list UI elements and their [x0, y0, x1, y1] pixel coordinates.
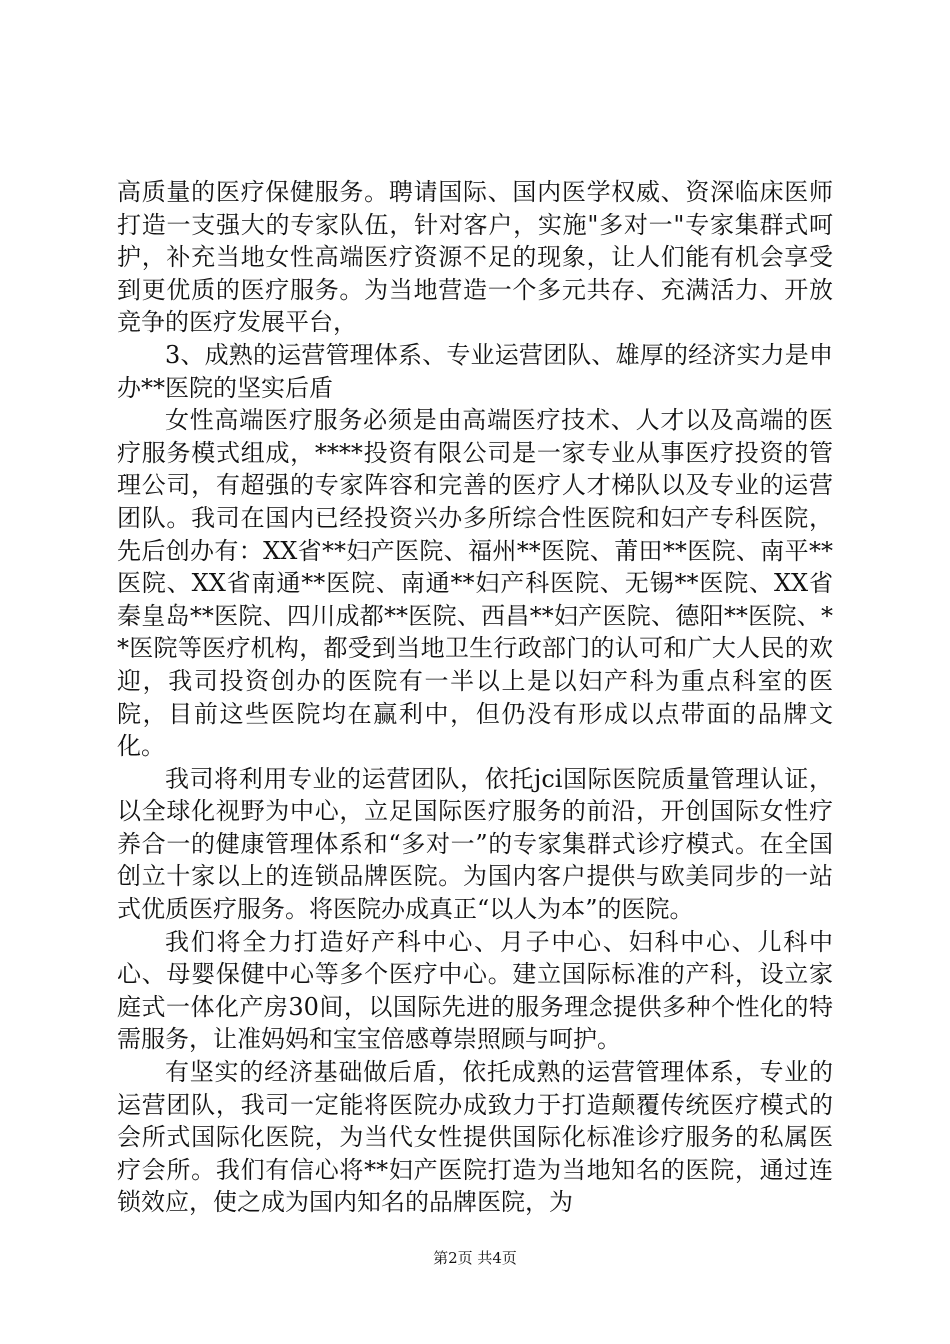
paragraph-4: 我司将利用专业的运营团队，依托jci国际医院质量管理认证，以全球化视野为中心，立足国际医疗服务的前沿，开创国际女性疗养合一的健康管理体系和“多对一”的专家集群式诊疗模式。在全国创立十家以上的连锁品牌医院。为国内客户提供与欧美同步的一站式优质医疗服务。将医院办成真正“以人为本”的医院。: [117, 764, 833, 924]
page-number-footer: 第2页 共4页: [433, 1249, 517, 1267]
paragraph-3: 女性高端医疗服务必须是由高端医疗技术、人才以及高端的医疗服务模式组成，****投资有限公司是一家专业从事医疗投资的管理公司，有超强的专家阵容和完善的医疗人才梯队以及专业的运营团队。我司在国内已经投资兴办多所综合性医院和妇产专科医院，先后创办有：XX省**妇产医院、福州**医院、莆田**医院、南平**医院、XX省南通**医院、南通**妇产科医院、无锡**医院、XX省秦皇岛**医院、四川成都**医院、西昌**妇产医院、德阳**医院、**医院等医疗机构，都受到当地卫生行政部门的认可和广大人民的欢迎，我司投资创办的医院有一半以上是以妇产科为重点科室的医院，目前这些医院均在赢利中，但仍没有形成以点带面的品牌文化。: [117, 406, 833, 761]
paragraph-5: 我们将全力打造好产科中心、月子中心、妇科中心、儿科中心、母婴保健中心等多个医疗中心。建立国际标准的产科，设立家庭式一体化产房30间，以国际先进的服务理念提供多种个性化的特需服务，让准妈妈和宝宝倍感尊崇照顾与呵护。: [117, 927, 833, 1054]
paragraph-1: 高质量的医疗保健服务。聘请国际、国内医学权威、资深临床医师打造一支强大的专家队伍，针对客户，实施"多对一"专家集群式呵护，补充当地女性高端医疗资源不足的现象，让人们能有机会享受到更优质的医疗服务。为当地营造一个多元共存、充满活力、开放竞争的医疗发展平台，: [117, 178, 833, 337]
body-text: [117, 176, 833, 1219]
section-heading-3: 3、成熟的运营管理体系、专业运营团队、雄厚的经济实力是申办**医院的坚实后盾: [117, 340, 833, 402]
paragraph-6: 有坚实的经济基础做后盾，依托成熟的运营管理体系，专业的运营团队，我司一定能将医院办成致力于打造颠覆传统医疗模式的会所式国际化医院，为当代女性提供国际化标准诊疗服务的私属医疗会所。我们有信心将**妇产医院打造为当地知名的医院，通过连锁效应，使之成为国内知名的品牌医院，为: [117, 1058, 833, 1217]
